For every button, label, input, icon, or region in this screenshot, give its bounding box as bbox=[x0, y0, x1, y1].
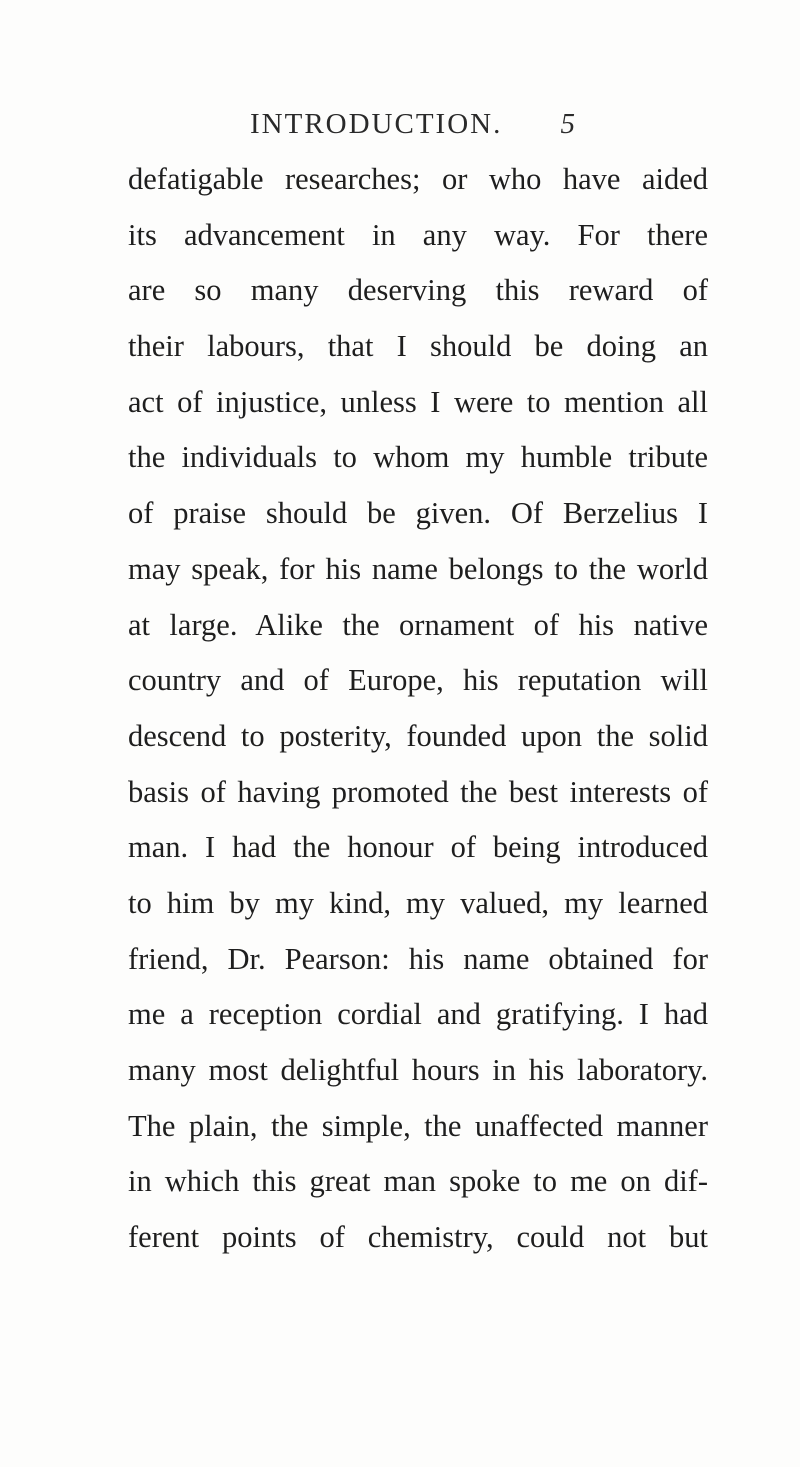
text-line: defatigable researches; or who have aided bbox=[128, 162, 708, 196]
text-line: at large. Alike the ornament of his native bbox=[128, 607, 708, 642]
text-line: are so many deserving this reward of bbox=[128, 273, 708, 308]
text-line: me a reception cordial and gratifying. I had bbox=[128, 997, 708, 1032]
text-line: to him by my kind, my valued, my learned bbox=[128, 885, 708, 920]
body-text bbox=[128, 152, 708, 1266]
text-line: of praise should be given. Of Berzelius I bbox=[128, 496, 708, 531]
text-line: friend, Dr. Pearson: his name obtained for bbox=[128, 941, 708, 976]
page-number: 5 bbox=[560, 108, 575, 140]
text-line: may speak, for his name belongs to the world bbox=[128, 551, 708, 586]
text-line: country and of Europe, his reputation will bbox=[128, 663, 708, 698]
text-line: act of injustice, unless I were to mention all bbox=[128, 384, 708, 419]
text-line: basis of having promoted the best interests of bbox=[128, 774, 708, 809]
text-line: many most delightful hours in his laboratory. bbox=[128, 1053, 708, 1087]
text-line: the individuals to whom my humble tribute bbox=[128, 440, 708, 475]
running-head bbox=[250, 108, 575, 141]
text-line: man. I had the honour of being introduced bbox=[128, 830, 708, 865]
running-title: INTRODUCTION. bbox=[250, 108, 503, 140]
text-line: its advancement in any way. For there bbox=[128, 217, 708, 252]
text-line: ferent points of chemistry, could not but bbox=[128, 1220, 708, 1255]
text-line: in which this great man spoke to me on dif- bbox=[128, 1164, 708, 1199]
text-line: The plain, the simple, the unaffected manner bbox=[128, 1108, 708, 1143]
text-line: their labours, that I should be doing an bbox=[128, 329, 708, 364]
text-line: descend to posterity, founded upon the solid bbox=[128, 718, 708, 753]
